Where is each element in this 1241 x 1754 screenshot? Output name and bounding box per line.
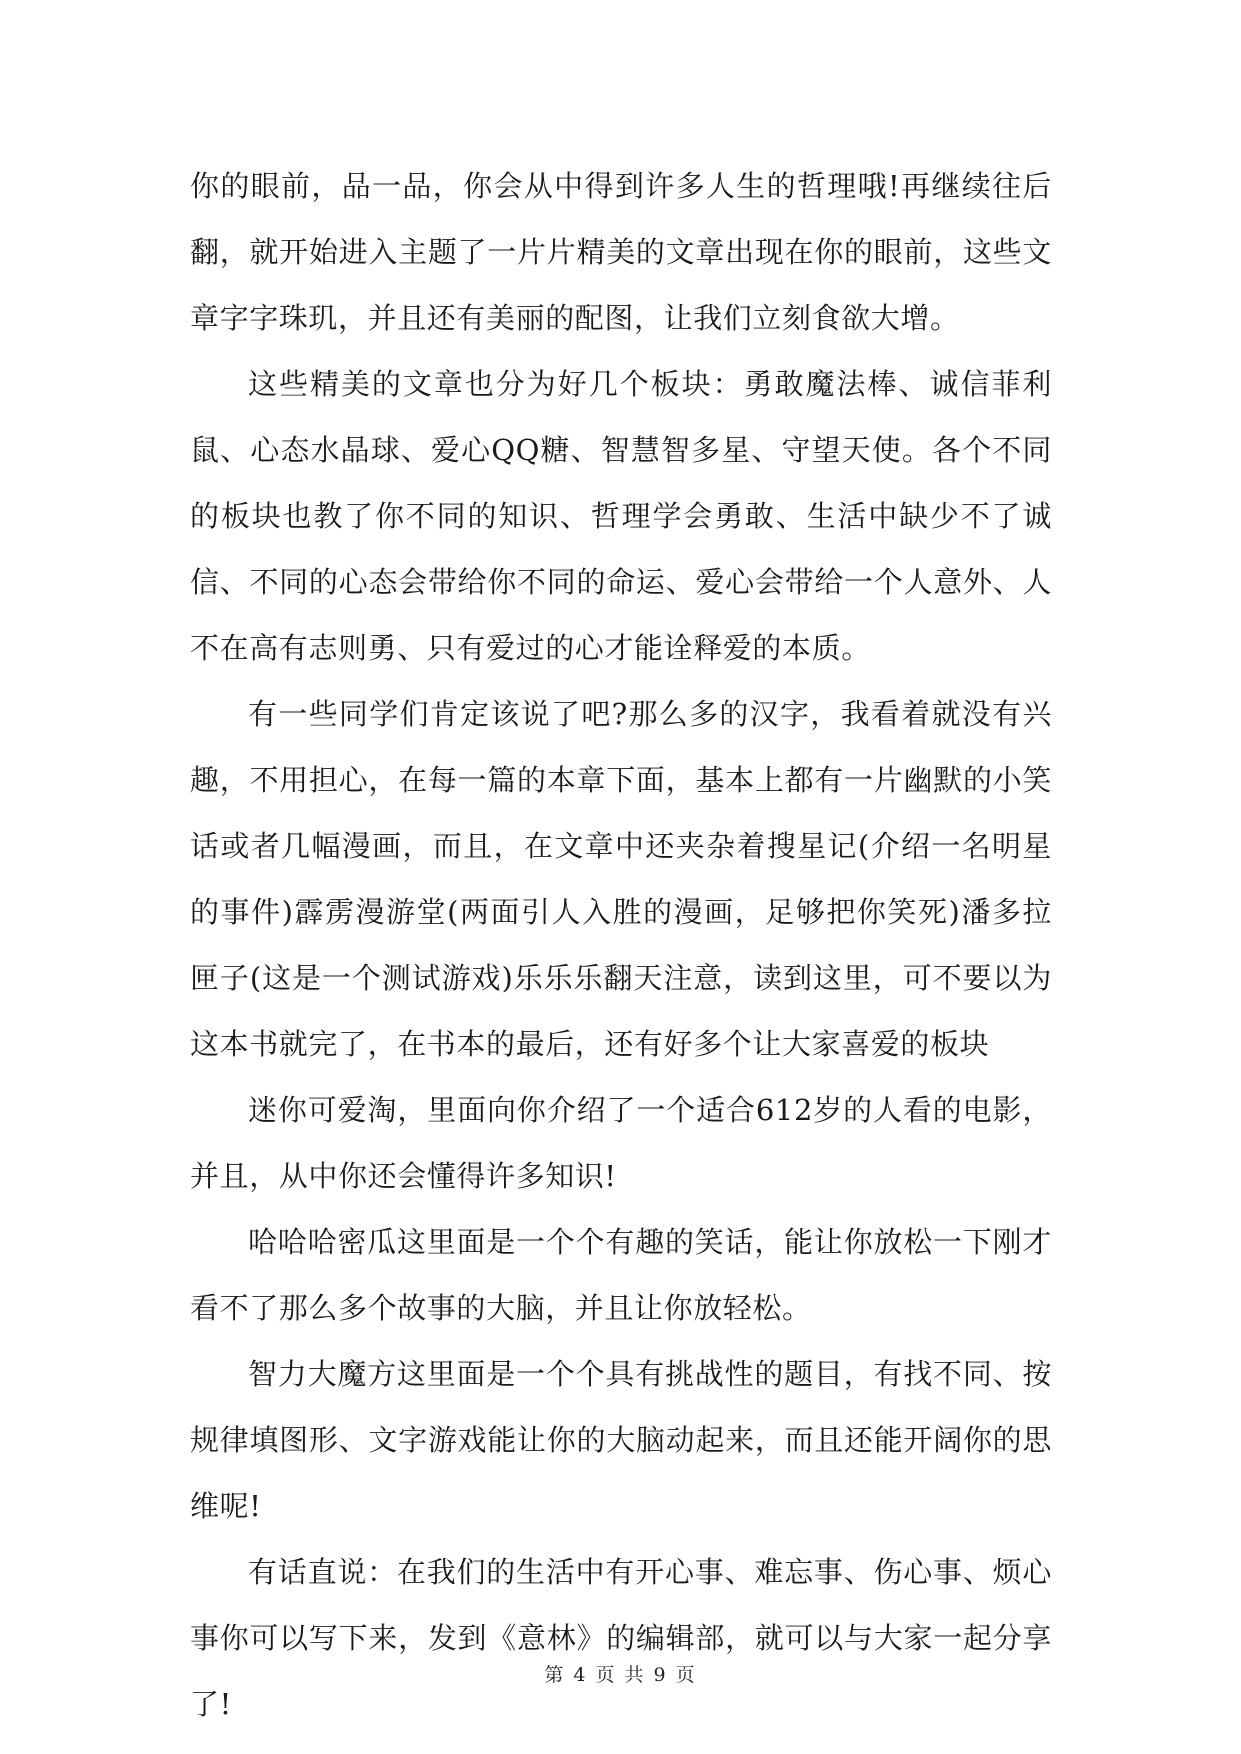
paragraph-7: 有话直说：在我们的生活中有开心事、难忘事、伤心事、烦心事你可以写下来，发到《意林》的编辑部，就可以与大家一起分享了! [190, 1555, 1052, 1721]
paragraph-1: 你的眼前，品一品，你会从中得到许多人生的哲理哦!再继续往后翻，就开始进入主题了一片片精美的文章出现在你的眼前，这些文章字字珠玑，并且还有美丽的配图，让我们立刻食欲大增。 [190, 169, 1052, 335]
paragraph-4: 迷你可爱淘，里面向你介绍了一个适合612岁的人看的电影，并且，从中你还会懂得许多知识! [190, 1093, 1052, 1193]
page-number-footer: 第 4 页 共 9 页 [544, 1664, 697, 1686]
paragraph-3: 有一些同学们肯定该说了吧?那么多的汉字，我看着就没有兴趣，不用担心，在每一篇的本章下面，基本上都有一片幽默的小笑话或者几幅漫画，而且，在文章中还夹杂着搜星记(介绍一名明星的事件)霹雳漫游堂(两面引人入胜的漫画，足够把你笑死)潘多拉匣子(这是一个测试游戏)乐乐乐翻天注意，读到这里，可不要以为这本书就完了，在书本的最后，还有好多个让大家喜爱的板块 [190, 697, 1052, 1061]
paragraph-5: 哈哈哈密瓜这里面是一个个有趣的笑话，能让你放松一下刚才看不了那么多个故事的大脑，并且让你放轻松。 [190, 1225, 1052, 1325]
paragraph-2: 这些精美的文章也分为好几个板块：勇敢魔法棒、诚信菲利鼠、心态水晶球、爱心QQ糖、智慧智多星、守望天使。各个不同的板块也教了你不同的知识、哲理学会勇敢、生活中缺少不了诚信、不同的心态会带给你不同的命运、爱心会带给一个人意外、人不在高有志则勇、只有爱过的心才能诠释爱的本质。 [190, 367, 1052, 665]
document-body [190, 153, 1052, 1737]
paragraph-6: 智力大魔方这里面是一个个具有挑战性的题目，有找不同、按规律填图形、文字游戏能让你的大脑动起来，而且还能开阔你的思维呢! [190, 1357, 1052, 1523]
